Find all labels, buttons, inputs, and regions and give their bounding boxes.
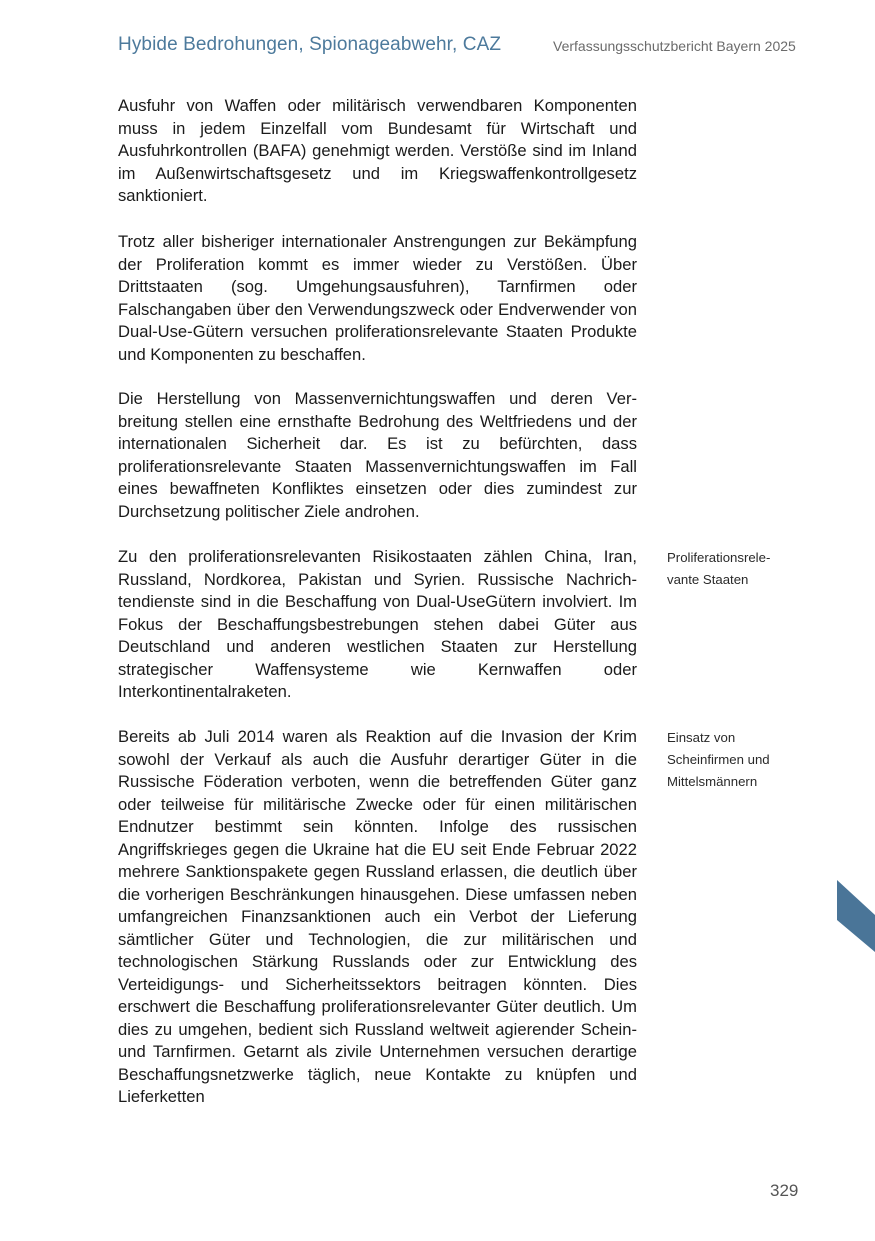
page-number: 329 bbox=[770, 1181, 799, 1200]
chapter-tab-marker bbox=[837, 880, 875, 952]
section-title: Hybide Bedrohungen, Spionageabwehr, CAZ bbox=[118, 34, 502, 55]
report-title: Verfassungsschutzbericht Bayern 2025 bbox=[553, 38, 796, 54]
paragraph-1: Ausfuhr von Waffen oder militärisch verwendbaren Komponenten muss in jedem Einzelfall vom Bundesamt für Wirtschaft und Ausfuhrkontrollen (BAFA) genehmigt werden. Verstöße sind im Inland im Außenwirtschaftsgesetz und im Kriegswaffenkontrollgesetz sanktioniert. bbox=[118, 96, 637, 205]
paragraph-3: Die Herstellung von Massenvernichtungswaffen und deren Verbreitung stellen eine ernsthafte Bedrohung des Weltfriedens und der internationalen Sicherheit dar. Es ist zu befürchten, dass proliferationsrelevante Staaten Massenvernichtungswaffen im Fall eines bewaffneten Konfliktes einsetzen oder dies zumindest zur Durchsetzung politischer Ziele androhen. bbox=[118, 389, 637, 521]
margin-note-shell-companies: Einsatz von Scheinfirmen und Mittelsmännern bbox=[667, 730, 770, 789]
paragraph-4: Zu den proliferationsrelevanten Risikostaaten zählen China, Iran, Russland, Nordkorea, Pakistan und Syrien. Russische Nachrichtendienste sind in die Beschaffung von Dual-UseGütern involviert. Im Fokus der Beschaffungsbestrebungen stehen dabei Güter aus Deutschland und anderen westlichen Staaten zur Herstellung strategischer Waffensysteme wie Kernwaffen oder Interkontinentalraketen. bbox=[118, 547, 637, 701]
paragraph-2: Trotz aller bisheriger internationaler Anstrengungen zur Bekämpfung der Proliferation kommt es immer wieder zu Verstößen. Über Drittstaaten (sog. Umgehungsausfuhren), Tarnfirmen oder Falschangaben über den Verwendungszweck oder Endverwender von Dual-Use-Gütern versuchen proliferationsrelevante Staaten Produkte und Komponenten zu beschaffen. bbox=[118, 232, 637, 364]
margin-note-proliferation-states: Proliferationsrelevante Staaten bbox=[667, 550, 771, 587]
paragraph-5: Bereits ab Juli 2014 waren als Reaktion auf die Invasion der Krim sowohl der Verkauf als auch die Ausfuhr derartiger Güter in die Russische Föderation verboten, wenn die betreffenden Güter ganz oder teilweise für militärische Zwecke oder für einen militärischen Endnutzer bestimmt sein könnten. Infolge des russischen Angriffskrieges gegen die Ukraine hat die EU seit Ende Februar 2022 mehrere Sanktionspakete gegen Russland erlassen, die deutlich über die vorherigen Beschränkungen hinausgehen. Diese umfassen neben umfangreichen Finanzsanktionen auch ein Verbot der Lieferung sämtlicher Güter und Technologien, die zur militärischen und technologischen Stärkung Russlands oder zur Entwicklung des Verteidigungs- und Sicherheitssektors beitragen könnten. Dies erschwert die Beschaffung proliferationsrelevanter Güter deutlich. Um dies zu umgehen, bedient sich Russland weltweit agierender Schein- und Tarnfirmen. Getarnt als zivile Unternehmen versuchen derartige Beschaffungsnetzwerke täglich, neue Kontakte zu knüpfen und Lieferketten bbox=[118, 727, 637, 1106]
